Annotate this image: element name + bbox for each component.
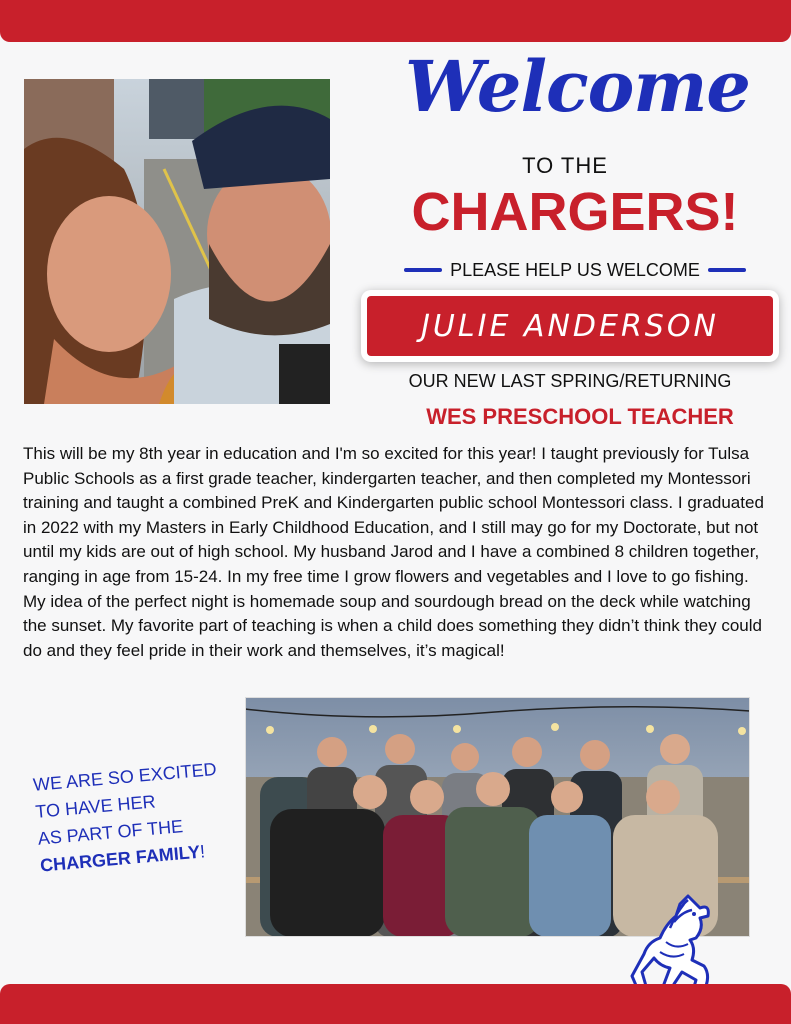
teacher-name-fill xyxy=(367,296,773,356)
teacher-subtitle: OUR NEW LAST SPRING/RETURNING xyxy=(408,371,732,391)
closing-message xyxy=(32,754,251,880)
right-divider-line xyxy=(708,268,746,272)
to-the-text: TO THE xyxy=(522,153,608,178)
welcome-heading: Welcome xyxy=(405,45,750,128)
top-banner-bar xyxy=(0,0,791,42)
closing-line-3: AS PART OF THE xyxy=(36,816,184,849)
teacher-role: WES PRESCHOOL TEACHER xyxy=(426,404,734,429)
bottom-banner-bar xyxy=(0,984,791,1024)
teacher-name-banner xyxy=(361,290,779,362)
please-welcome-row xyxy=(395,258,755,282)
left-divider-line xyxy=(404,268,442,272)
closing-line-1: WE ARE SO EXCITED xyxy=(32,758,218,795)
couple-photo xyxy=(24,79,330,404)
closing-exclamation: ! xyxy=(199,841,206,862)
please-welcome-text: PLEASE HELP US WELCOME xyxy=(450,259,700,280)
chargers-heading: CHARGERS! xyxy=(411,182,739,242)
charger-family-text: CHARGER FAMILY xyxy=(39,841,201,876)
teacher-name: JULIE ANDERSON xyxy=(421,308,719,344)
teacher-bio: This will be my 8th year in education and I'm so excited for this year! I taught previously for Tulsa Public Schools as a first grade teacher, kindergarten teacher, and then completed my Montessori training and taught a combined PreK and Kindergarten public school Montessori class. I graduated in 2022 with my Masters in Early Childhood Education, and I still may go for my Doctorate, but not until my kids are out of high school. My husband Jarod and I have a combined 8 children together, ranging in age from 15-24. In my free time I grow flowers and vegetables and I love to go fishing. My idea of the perfect night is homemade soup and sourdough bread on the deck while watching the sunset. My favorite part of teaching is when a child does something they didn’t think they could do and they feel pride in their work and themselves, it’s magical! xyxy=(23,444,764,660)
closing-line-2: TO HAVE HER xyxy=(34,791,157,822)
